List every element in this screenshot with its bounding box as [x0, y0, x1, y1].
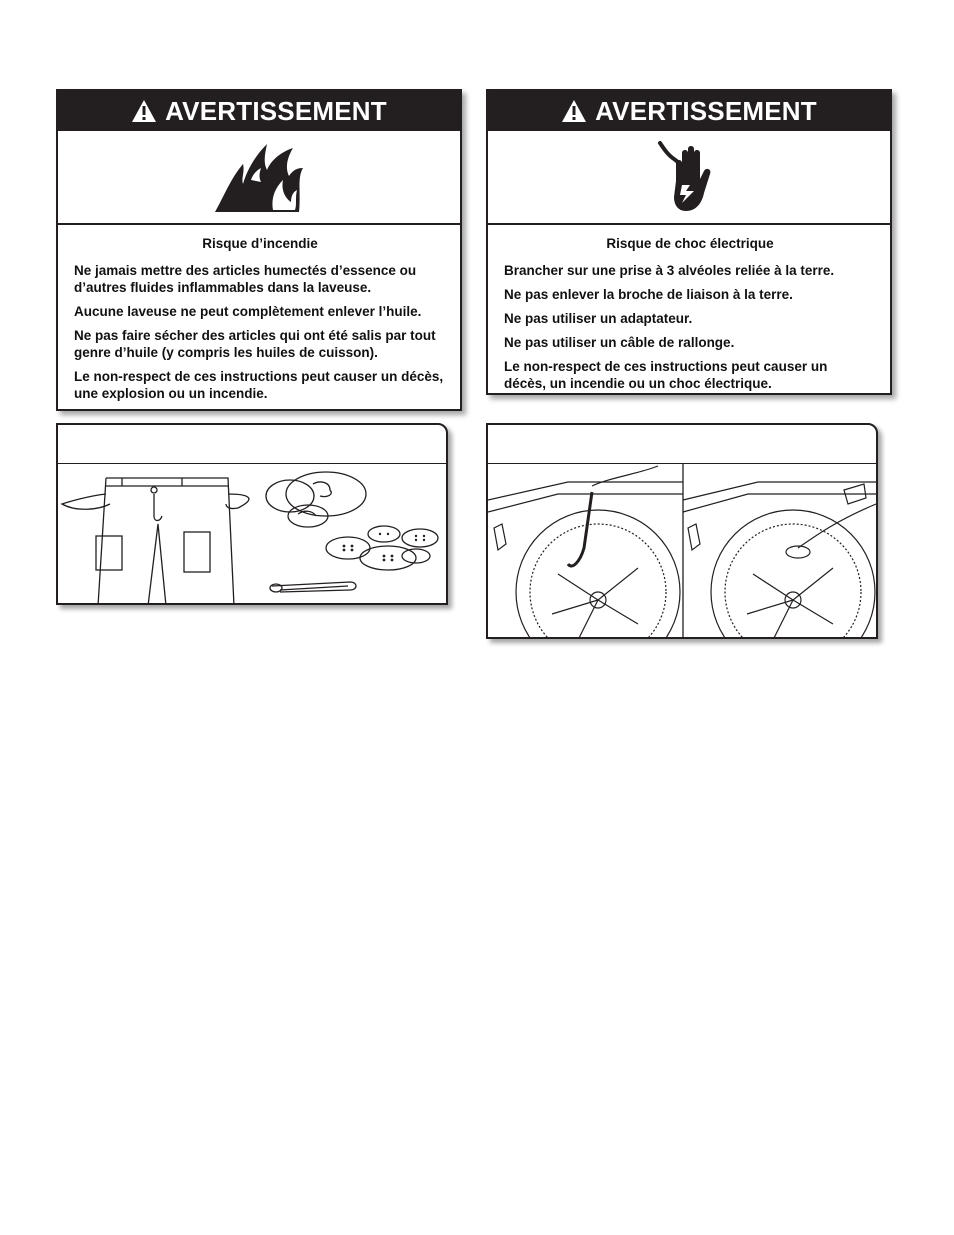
warning-line: Brancher sur une prise à 3 alvéoles reliée à la terre.: [504, 263, 835, 278]
warning-icon-area: [58, 131, 460, 225]
warning-line: Le non-respect de ces instructions peut causer un décès, un incendie ou un choc électrique.: [504, 359, 828, 391]
warning-body: [58, 225, 460, 417]
figure-header: [488, 425, 876, 464]
warning-line: Aucune laveuse ne peut complètement enlever l’huile.: [74, 304, 422, 319]
warning-line: Le non-respect de ces instructions peut causer un décès, une explosion ou un incendie.: [74, 369, 444, 401]
warning-line: Ne pas enlever la broche de liaison à la terre.: [504, 287, 793, 302]
fire-icon: [211, 140, 307, 214]
warning-header: [58, 91, 460, 131]
electric-shock-hand-icon: [654, 139, 724, 215]
warning-header: [488, 91, 890, 131]
warning-subtitle: Risque de choc électrique: [606, 236, 774, 251]
washer-tub-illustration: [488, 464, 876, 639]
warning-title: AVERTISSEMENT: [165, 95, 387, 126]
warning-triangle-icon: [561, 99, 587, 123]
warning-line: Ne jamais mettre des articles humectés d’essence ou d’autres fluides inflammables dans la laveuse.: [74, 263, 417, 295]
warning-body: [488, 225, 890, 407]
washer-tub-figure: [486, 423, 878, 639]
warning-triangle-icon: [131, 99, 157, 123]
empty-pockets-figure: [56, 423, 448, 605]
warning-title: AVERTISSEMENT: [595, 95, 817, 126]
warning-line: Ne pas faire sécher des articles qui ont été salis par tout genre d’huile (y compris les huiles de cuisson).: [74, 328, 436, 360]
figure-header: [58, 425, 446, 464]
warning-line: Ne pas utiliser un adaptateur.: [504, 311, 693, 326]
electric-warning-box: [486, 89, 892, 395]
warning-line: Ne pas utiliser un câble de rallonge.: [504, 335, 735, 350]
fire-warning-box: [56, 89, 462, 411]
warning-icon-area: [488, 131, 890, 225]
warning-subtitle: Risque d’incendie: [202, 236, 318, 251]
pants-coins-buttons-illustration: [58, 464, 446, 605]
